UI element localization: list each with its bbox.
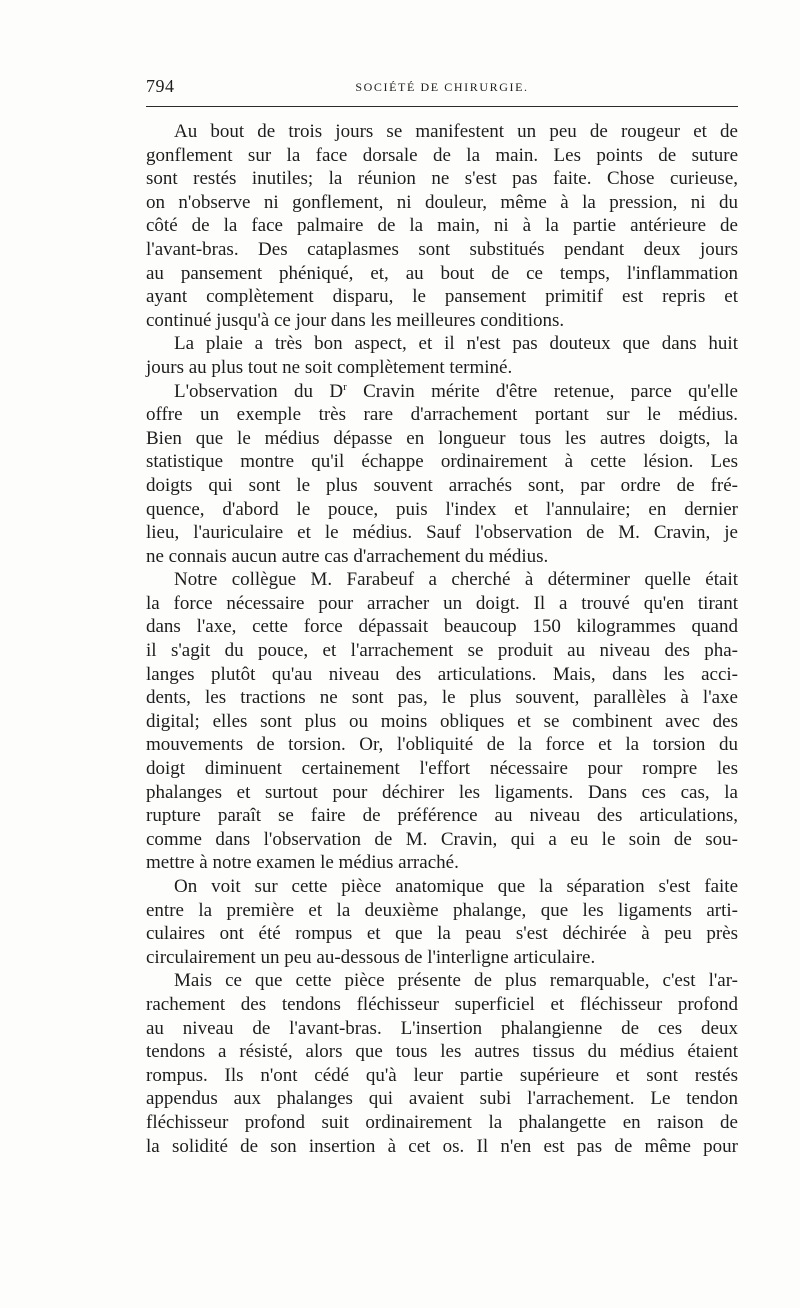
text-line: rompus. Ils n'ont cédé qu'à leur partie supérieure et sont restés [146,1064,738,1086]
text-line: lieu, l'auriculaire et le médius. Sauf l'observation de M. Cravin, je [146,522,738,544]
text-line: dents, les tractions ne sont pas, le plus souvent, parallèles à l'axe [146,687,738,709]
text-line: rachement des tendons fléchisseur superficiel et fléchisseur profond [146,993,738,1015]
text-line: l'avant-bras. Des cataplasmes sont substitués pendant deux jours [146,238,738,260]
text-line: phalanges et surtout pour déchirer les ligaments. Dans ces cas, la [146,781,738,803]
text-line: la solidité de son insertion à cet os. Il n'en est pas de même pour [146,1135,738,1157]
text-line: digital; elles sont plus ou moins obliques et se combinent avec des [146,710,738,732]
text-line: tendons a résisté, alors que tous les autres tissus du médius étaient [146,1041,738,1063]
text-line: sont restés inutiles; la réunion ne s'est pas faite. Chose curieuse, [146,168,738,190]
text-line: on n'observe ni gonflement, ni douleur, même à la pression, ni du [146,191,738,213]
page-header [146,76,738,98]
text-line: ne connais aucun autre cas d'arrachement du médius. [146,545,549,567]
text-line: gonflement sur la face dorsale de la main. Les points de suture [146,144,738,166]
text-line: Au bout de trois jours se manifestent un peu de rougeur et de [174,121,738,142]
text-line [146,380,738,404]
text-line: il s'agit du pouce, et l'arrachement se produit au niveau des pha- [146,640,738,662]
text-line: doigts qui sont le plus souvent arrachés sont, par ordre de fré- [146,474,738,496]
text-segment: L'observation du D [174,380,344,402]
text-line: dans l'axe, cette force dépassait beaucoup 150 kilogrammes quand [146,616,738,638]
text-line: Notre collègue M. Farabeuf a cherché à déterminer quelle était [174,569,738,591]
text-line: On voit sur cette pièce anatomique que la séparation s'est faite [174,876,738,897]
header-rule [146,106,738,107]
superscript: r [343,380,347,393]
text-line: mettre à notre examen le médius arraché. [146,852,459,874]
text-line: la force nécessaire pour arracher un doigt. Il a trouvé qu'en tirant [146,592,738,614]
text-line: au pansement phéniqué, et, au bout de ce temps, l'inflammation [146,262,738,284]
text-line: fléchisseur profond suit ordinairement la phalangette en raison de [146,1111,738,1133]
text-line: culaires ont été rompus et que la peau s'est déchirée à peu près [146,923,738,945]
text-line: continué jusqu'à ce jour dans les meilleures conditions. [146,309,565,331]
text-line: Bien que le médius dépasse en longueur tous les autres doigts, la [146,427,738,449]
text-line: mouvements de torsion. Or, l'obliquité de la force et la torsion du [146,734,738,756]
text-line: quence, d'abord le pouce, puis l'index et l'annulaire; en dernier [146,498,738,520]
text-line: offre un exemple très rare d'arrachement portant sur le médius. [146,404,738,426]
text-line: entre la première et la deuxième phalange, que les ligaments arti- [146,899,738,921]
text-line: La plaie a très bon aspect, et il n'est pas douteux que dans huit [174,333,738,355]
text-segment: Cravin mérite d'être retenue, parce qu'elle [346,380,738,402]
text-line: comme dans l'observation de M. Cravin, qui a eu le soin de sou- [146,828,738,850]
text-line: doigt diminuent certainement l'effort nécessaire pour rompre les [146,758,738,780]
text-line: appendus aux phalanges qui avaient subi l'arrachement. Le tendon [146,1088,738,1110]
text-line: langes plutôt qu'au niveau des articulations. Mais, dans les acci- [146,663,738,685]
text-line: circulairement un peu au-dessous de l'interligne articulaire. [146,946,596,968]
text-line: côté de la face palmaire de la main, ni à la partie antérieure de [146,215,738,237]
body-text [146,120,738,1158]
text-line: rupture paraît se faire de préférence au niveau des articulations, [146,805,738,827]
text-line: statistique montre qu'il échappe ordinairement à cette lésion. Les [146,451,738,473]
page-number: 794 [146,76,175,96]
running-head: SOCIÉTÉ DE CHIRURGIE. [355,80,529,94]
text-line: ayant complètement disparu, le pansement primitif est repris et [146,286,738,308]
text-line: jours au plus tout ne soit complètement terminé. [146,356,513,378]
text-line: au niveau de l'avant-bras. L'insertion phalangienne de ces deux [146,1017,738,1039]
text-line: Mais ce que cette pièce présente de plus remarquable, c'est l'ar- [174,970,738,992]
